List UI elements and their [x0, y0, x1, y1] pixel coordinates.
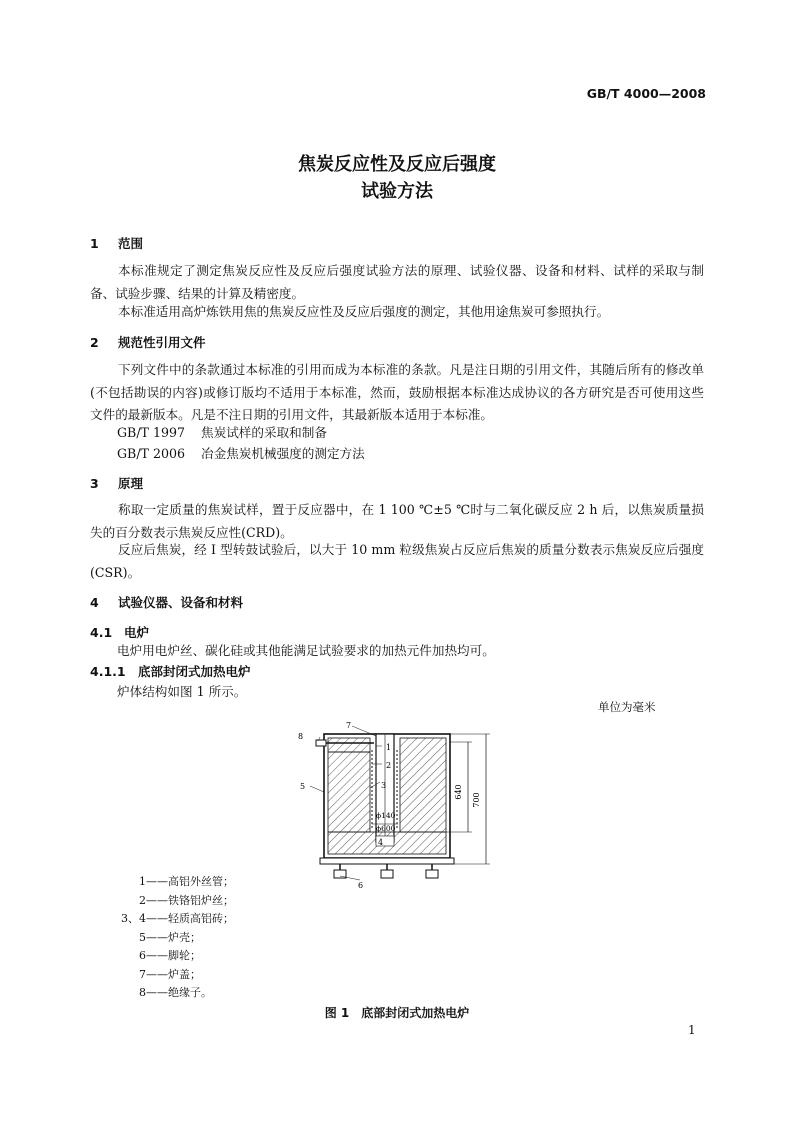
- section-4-heading: [90, 593, 243, 611]
- legend-item: 3、4——轻质高铝砖；: [100, 910, 234, 929]
- legend-item: 1——高铝外丝管；: [100, 873, 234, 892]
- section-1-para-1: 本标准规定了测定焦炭反应性及反应后强度试验方法的原理、试验仪器、设备和材料、试样的采取与制备、试验步骤、结果的计算及精密度。: [90, 263, 704, 301]
- legend-key: 3、4: [121, 912, 146, 925]
- dimension-640: 640: [454, 784, 463, 800]
- section-title: 范围: [118, 236, 144, 251]
- subsection-title: 底部封闭式加热电炉: [138, 664, 251, 679]
- unit-note: 单位为毫米: [598, 700, 656, 714]
- subsection-4-1-1-text: 炉体结构如图 1 所示。: [117, 684, 247, 699]
- legend-label: 炉盖；: [168, 967, 201, 981]
- section-number: 1: [90, 236, 99, 251]
- insulation-brick-left: [328, 752, 370, 832]
- section-title: 原理: [118, 476, 144, 491]
- section-2-heading: [90, 333, 206, 351]
- reference-code: GB/T 2006: [117, 446, 186, 461]
- legend-item: 2——铁铬铝炉丝；: [100, 892, 234, 911]
- page-number: 1: [688, 1023, 696, 1037]
- document-subtitle: 试验方法: [361, 181, 433, 202]
- section-3-para-2: 反应后焦炭，经 Ⅰ 型转鼓试验后，以大于 10 mm 粒级焦炭占反应后焦炭的质量分数表示焦炭反应后强度(CSR)。: [90, 542, 704, 580]
- caster-wheel: [334, 864, 346, 878]
- section-1-para-2: 本标准适用高炉炼铁用焦的焦炭反应性及反应后强度的测定，其他用途焦炭可参照执行。: [118, 304, 610, 319]
- callout-7: 7: [346, 721, 352, 730]
- base-frame: [320, 858, 454, 864]
- subsection-title: 电炉: [124, 625, 150, 640]
- callout-1: 1: [386, 743, 392, 752]
- legend-key: 5: [139, 930, 146, 944]
- reference-title: 焦炭试样的采取和制备: [201, 425, 327, 440]
- legend-label: 铁铬铝炉丝；: [168, 893, 234, 907]
- callout-4: 4: [378, 838, 384, 847]
- insulation-brick-right: [400, 738, 446, 832]
- legend-key: 6: [139, 949, 146, 962]
- callout-8: 8: [298, 732, 304, 741]
- reference-item: [117, 443, 365, 462]
- figure-legend: [100, 873, 234, 1003]
- insulator: [316, 740, 326, 746]
- legend-item: 6——脚轮；: [100, 947, 234, 966]
- section-number: 2: [90, 335, 99, 350]
- subsection-number: 4.1.1: [90, 664, 126, 679]
- reference-title: 冶金焦炭机械强度的测定方法: [201, 446, 365, 461]
- legend-label: 轻质高铝砖；: [168, 912, 234, 925]
- furnace-diagram: [290, 712, 510, 892]
- dimension-600: ϕ600: [376, 824, 396, 833]
- legend-label: 脚轮；: [168, 949, 201, 962]
- reference-item: [117, 422, 327, 441]
- furnace-lid: [328, 738, 370, 752]
- section-number: 4: [90, 595, 99, 610]
- section-3-para-1: 称取一定质量的焦炭试样，置于反应器中，在 1 100 ℃±5 ℃时与二氧化碳反应 2 h 后，以焦炭质量损失的百分数表示焦炭反应性(CRD)。: [90, 502, 704, 540]
- section-1-heading: [90, 234, 143, 252]
- legend-label: 高铝外丝管；: [168, 875, 234, 888]
- legend-key: 7: [139, 967, 146, 981]
- section-3-heading: [90, 474, 143, 492]
- dimension-700: 700: [472, 792, 481, 808]
- document-title: 焦炭反应性及反应后强度: [298, 154, 496, 175]
- section-number: 3: [90, 476, 99, 491]
- reference-code: GB/T 1997: [117, 425, 186, 440]
- legend-item: 8——绝缘子。: [100, 984, 234, 1003]
- figure-caption: 图 1 底部封闭式加热电炉: [324, 1006, 470, 1020]
- subsection-4-1-text: 电炉用电炉丝、碳化硅或其他能满足试验要求的加热元件加热均可。: [117, 643, 495, 658]
- caster-wheel: [381, 864, 393, 878]
- subsection-4-1-heading: [90, 623, 149, 641]
- dimension-140: ϕ140: [376, 811, 396, 820]
- subsection-number: 4.1: [90, 625, 113, 640]
- callout-3: 3: [381, 781, 387, 790]
- legend-item: 7——炉盖；: [100, 966, 234, 985]
- legend-key: 2: [139, 893, 146, 907]
- standard-code: GB/T 4000—2008: [586, 86, 706, 101]
- section-title: 规范性引用文件: [118, 335, 206, 350]
- subsection-4-1-1-heading: [90, 662, 251, 680]
- legend-label: 绝缘子。: [168, 986, 212, 999]
- callout-2: 2: [386, 761, 392, 770]
- legend-label: 炉壳；: [168, 930, 201, 944]
- section-title: 试验仪器、设备和材料: [118, 595, 244, 610]
- legend-key: 8: [139, 986, 146, 999]
- legend-key: 1: [139, 875, 146, 888]
- legend-item: 5——炉壳；: [100, 929, 234, 948]
- callout-5: 5: [300, 782, 306, 791]
- callout-6: 6: [358, 881, 364, 890]
- section-2-para-1: 下列文件中的条款通过本标准的引用而成为本标准的条款。凡是注日期的引用文件，其随后所有的修改单(不包括勘误的内容)或修订版均不适用于本标准，然而，鼓励根据本标准达成协议的各方研究是否可使用这些文件的最新版本。凡是不注日期的引用文件，其最新版本适用于本标准。: [90, 362, 704, 422]
- caster-wheel: [426, 864, 438, 878]
